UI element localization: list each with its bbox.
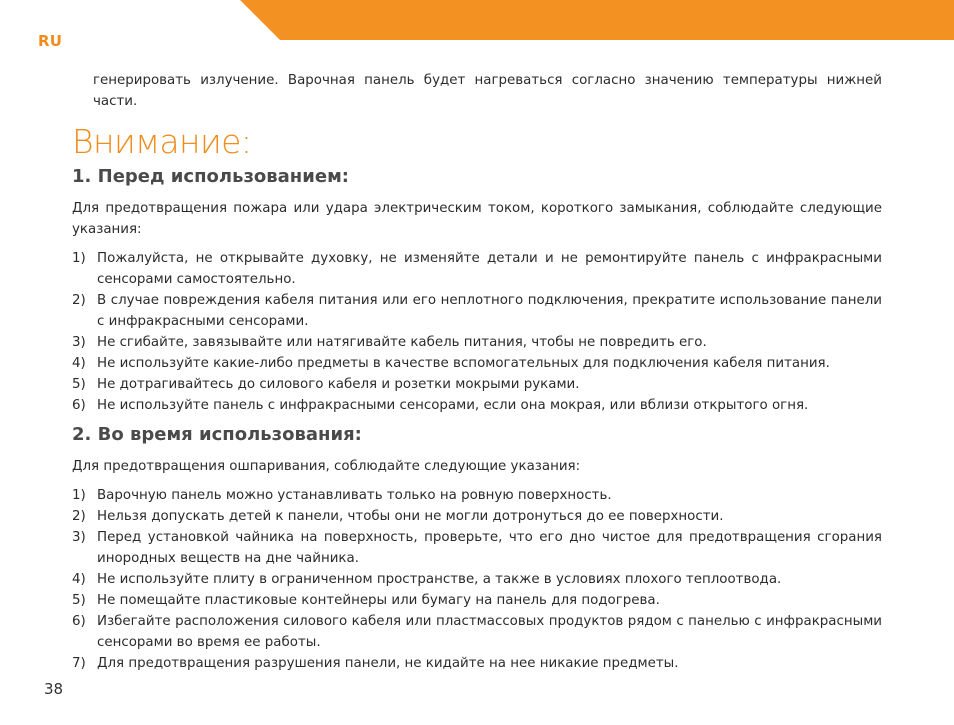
list-item-text: Для предотвращения разрушения панели, не кидайте на нее никакие предметы. (97, 656, 679, 671)
list-item-number: 6) (72, 398, 86, 413)
list-item-text: Не дотрагивайтесь до силового кабеля и розетки мокрыми руками. (97, 377, 580, 392)
list-item-number: 6) (72, 614, 86, 629)
list-item-number: 5) (72, 593, 86, 608)
list-item-text: Не используйте плиту в ограниченном пространстве, а также в условиях плохого теплоотвода. (97, 572, 782, 587)
list-item-text: Нельзя допускать детей к панели, чтобы они не могли дотронуться до ее поверхности. (97, 509, 724, 524)
section-intro-before-use: Для предотвращения пожара или удара электрическим током, короткого замыкания, соблюдайте следующие указания: (72, 201, 882, 237)
list-item-number: 1) (72, 488, 86, 503)
list-item-number: 4) (72, 356, 86, 371)
list-item (72, 353, 882, 374)
section-intro-during-use: Для предотвращения ошпаривания, соблюдайте следующие указания: (72, 459, 581, 474)
language-label: RU (38, 32, 63, 50)
list-item-number: 2) (72, 509, 86, 524)
list-item-number: 5) (72, 377, 86, 392)
list-item-text: Не используйте панель с инфракрасными сенсорами, если она мокрая, или вблизи открытого огня. (97, 398, 809, 413)
list-item-text: Перед установкой чайника на поверхность, проверьте, что его дно чистое для предотвращения сгорания инородных веществ на дне чайника. (97, 530, 882, 566)
list-item-text: В случае повреждения кабеля питания или его неплотного подключения, прекратите использование панели с инфракрасными сенсорами. (97, 293, 882, 329)
list-item (72, 248, 882, 290)
list-before-use (72, 248, 882, 416)
list-item-number: 3) (72, 335, 86, 350)
list-item-number: 7) (72, 656, 86, 671)
list-item-number: 3) (72, 530, 86, 545)
list-item-text: Варочную панель можно устанавливать только на ровную поверхность. (97, 488, 612, 503)
list-item (72, 653, 882, 674)
section-title-during-use: 2. Во время использования: (72, 424, 362, 445)
list-item-number: 1) (72, 251, 86, 266)
list-item-text: Не помещайте пластиковые контейнеры или бумагу на панель для подогрева. (97, 593, 660, 608)
continuation-paragraph: генерировать излучение. Варочная панель будет нагреваться согласно значению температуры нижней части. (93, 73, 882, 109)
list-item (72, 611, 882, 653)
list-item-text: Не сгибайте, завязывайте или натягивайте кабель питания, чтобы не повредить его. (97, 335, 707, 350)
warning-heading: Внимание: (72, 122, 252, 161)
list-item (72, 569, 882, 590)
list-item-text: Не используйте какие-либо предметы в качестве вспомогательных для подключения кабеля питания. (97, 356, 830, 371)
list-item (72, 590, 882, 611)
list-item (72, 374, 882, 395)
page-content (72, 70, 882, 674)
list-item (72, 332, 882, 353)
list-item-number: 4) (72, 572, 86, 587)
list-item-text: Пожалуйста, не открывайте духовку, не изменяйте детали и не ремонтируйте панель с инфракрасными сенсорами самостоятельно. (97, 251, 882, 287)
list-item (72, 506, 882, 527)
list-item-text: Избегайте расположения силового кабеля или пластмассовых продуктов рядом с панелью с инфракрасными сенсорами во время ее работы. (97, 614, 882, 650)
list-item (72, 395, 882, 416)
list-item (72, 290, 882, 332)
list-item-number: 2) (72, 293, 86, 308)
page-number: 38 (44, 680, 64, 698)
header-banner (240, 0, 954, 40)
list-during-use (72, 485, 882, 674)
section-title-before-use: 1. Перед использованием: (72, 166, 349, 187)
list-item (72, 485, 882, 506)
list-item (72, 527, 882, 569)
